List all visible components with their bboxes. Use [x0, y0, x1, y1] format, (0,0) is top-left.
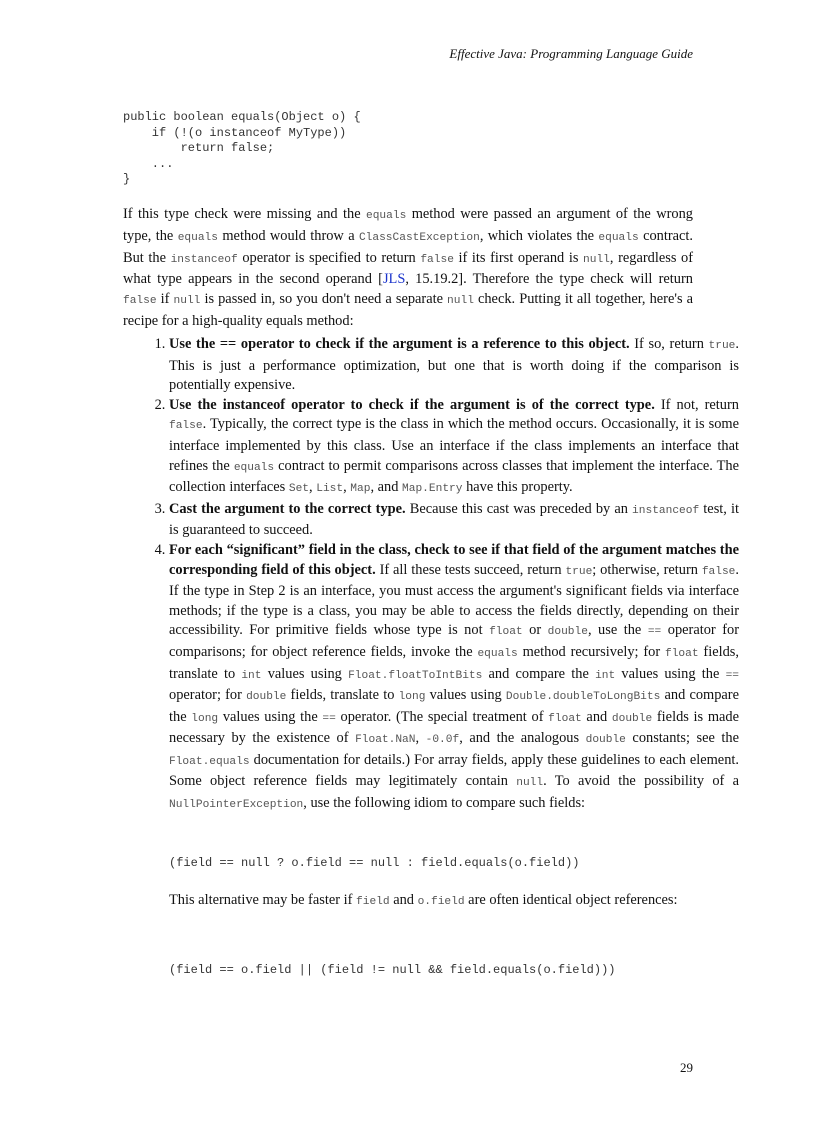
body-paragraph-alternative: This alternative may be faster if field and o.field are often identical object references:	[169, 892, 678, 908]
step-3: 3. Cast the argument to the correct type. Because this cast was preceded by an instanceof test, it is guaranteed to succeed.	[169, 500, 739, 541]
step-1: 1. Use the == operator to check if the argument is a reference to this object. If so, return true. This is just a performance optimization, but one that is worth doing if the comparison is potentially expensive.	[169, 335, 739, 396]
body-paragraph: If this type check were missing and the equals method were passed an argument of the wrong type, the equals method would throw a ClassCastException, which violates the equals contract. But the instanceof operator is specified to return false if its first operand is null, regardless of what type appears in the second operand [JLS, 15.19.2]. Therefore the type check will return false if null is passed in, so you don't need a separate null check. Putting it all together, here's a recipe for a high-quality equals method:	[123, 206, 694, 329]
code-line: return false;	[123, 141, 275, 156]
step-2: 2. Use the instanceof operator to check if the argument is of the correct type. If not, return false. Typically, the correct type is the class in which the method occurs. Occasionally, it is some interface implemented by this class. Use an interface if the class implements an interface that refines the equals contract to permit comparisons across classes that implement the interface. The collection interfaces Set, List, Map, and Map.Entry have this property.	[169, 396, 739, 500]
jls-link[interactable]: JLS	[382, 271, 406, 288]
code-snippet-null-safe: (field == null ? o.field == null : field.equals(o.field))	[169, 856, 580, 870]
code-block	[123, 110, 361, 188]
running-header: Effective Java: Programming Language Guide	[449, 46, 693, 61]
code-snippet-identity: (field == o.field || (field != null && field.equals(o.field)))	[169, 963, 616, 977]
recipe-steps	[123, 335, 739, 816]
page-number: 29	[680, 1060, 693, 1075]
code-line: if (!(o instanceof MyType))	[123, 125, 347, 140]
code-line: }	[123, 172, 131, 187]
code-line: ...	[123, 156, 174, 171]
code-line: public boolean equals(Object o) {	[123, 110, 361, 124]
step-4: 4. For each “significant” field in the class, check to see if that field of the argument matches the corresponding field of this object. If all these tests succeed, return true; otherwise, return false. If the type in Step 2 is an interface, you must access the argument's significant fields via interface methods; if the type is a class, you may be able to access the fields directly, depending on their accessibility. For primitive fields whose type is not float or double, use the == operator for comparisons; for object reference fields, invoke the equals method recursively; for float fields, translate to int values using Float.floatToIntBits and compare the int values using the == operator; for double fields, translate to long values using Double.doubleToLongBits and compare the long values using the == operator. (The special treatment of float and double fields is made necessary by the existence of Float.NaN, -0.0f, and the analogous double constants; see the Float.equals documentation for details.) For array fields, apply these guidelines to each element. Some object reference fields may legitimately contain null. To avoid the possibility of a NullPointerException, use the following idiom to compare such fields:	[169, 541, 739, 816]
